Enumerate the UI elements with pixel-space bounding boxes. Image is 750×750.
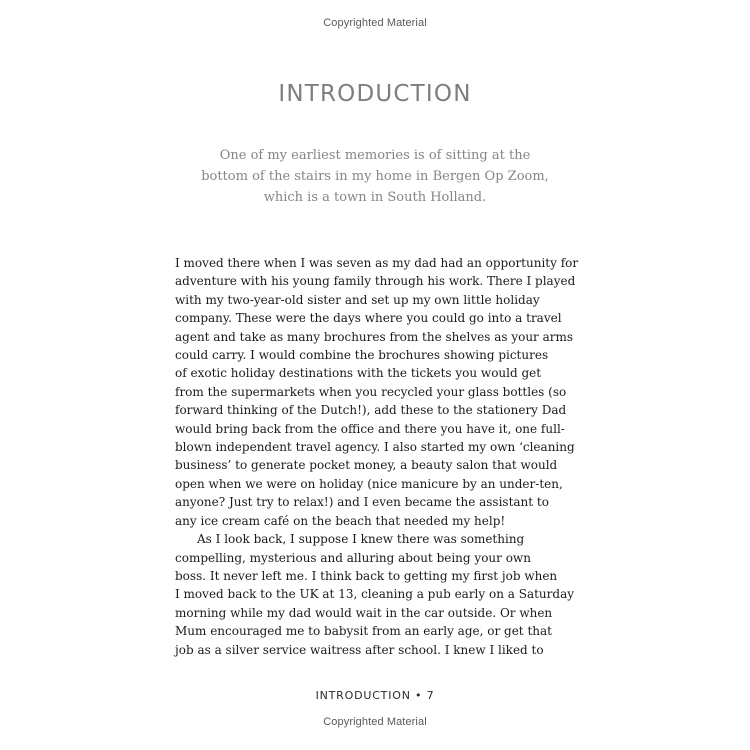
chapter-title: INTRODUCTION	[278, 81, 472, 107]
body-line: job as a silver service waitress after school. I knew I liked to	[175, 642, 544, 657]
body-line: I moved back to the UK at 13, cleaning a pub early on a Saturday	[175, 587, 575, 602]
copyright-notice-bottom: Copyrighted Material	[323, 716, 427, 728]
body-line: of exotic holiday destinations with the tickets you would get	[175, 366, 542, 381]
running-footer: INTRODUCTION • 7	[315, 689, 435, 702]
body-line: from the supermarkets when you recycled your glass bottles (so	[175, 384, 567, 399]
body-line: company. These were the days where you could go into a travel	[175, 311, 562, 326]
epigraph	[180, 145, 570, 208]
body-line: agent and take as many brochures from the shelves as your arms	[175, 329, 574, 344]
body-line: any ice cream café on the beach that needed my help!	[175, 513, 506, 528]
body-line: compelling, mysterious and alluring about being your own	[175, 550, 531, 565]
body-line: adventure with his young family through his work. There I played	[175, 274, 576, 289]
epigraph-line: One of my earliest memories is of sitting at the	[219, 148, 531, 163]
body-line: would bring back from the office and there you have it, one full-	[175, 421, 565, 436]
body-line: business’ to generate pocket money, a beauty salon that would	[175, 458, 558, 473]
copyright-notice-top: Copyrighted Material	[323, 17, 427, 29]
body-line: with my two-year-old sister and set up my own little holiday	[175, 292, 540, 307]
body-line: could carry. I would combine the brochures showing pictures	[175, 348, 549, 363]
body-text	[175, 254, 585, 659]
body-line: Mum encouraged me to babysit from an early age, or get that	[175, 624, 552, 639]
body-line: boss. It never left me. I think back to getting my first job when	[175, 568, 558, 583]
body-line: blown independent travel agency. I also started my own ‘cleaning	[175, 440, 575, 455]
body-line: anyone? Just try to relax!) and I even became the assistant to	[175, 495, 549, 510]
body-line: open when we were on holiday (nice manicure by an under-ten,	[175, 476, 563, 491]
epigraph-line: bottom of the stairs in my home in Bergen Op Zoom,	[201, 169, 549, 184]
body-line: forward thinking of the Dutch!), add these to the stationery Dad	[175, 403, 567, 418]
body-line: I moved there when I was seven as my dad had an opportunity for	[175, 256, 579, 270]
body-line-paragraph-start: As I look back, I suppose I knew there was something	[197, 532, 525, 547]
epigraph-line: which is a town in South Holland.	[263, 190, 487, 205]
body-line: morning while my dad would wait in the car outside. Or when	[175, 605, 553, 620]
